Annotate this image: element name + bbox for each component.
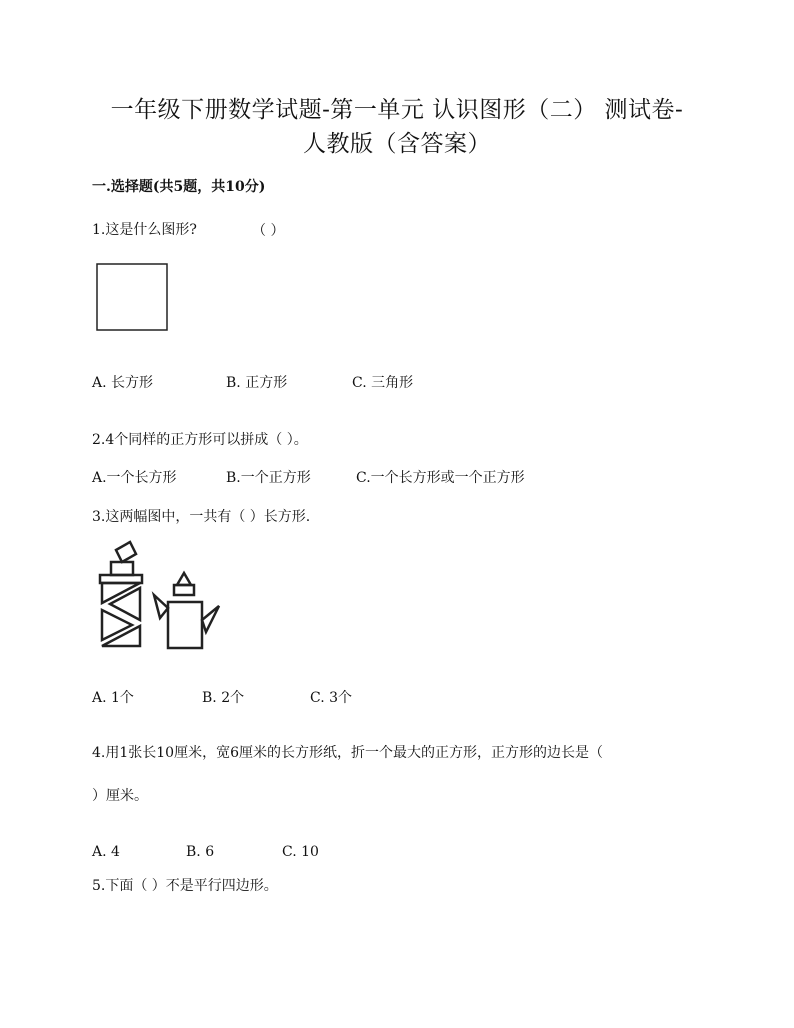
- question-1-blank: （ ）: [252, 223, 285, 239]
- triangle-shape-1: [102, 583, 140, 603]
- small-rectangle-shape: [111, 562, 133, 575]
- question-4-option-b[interactable]: B. 6: [186, 844, 215, 860]
- question-3-option-c[interactable]: C. 3个: [310, 690, 353, 706]
- question-3-text: 3.这两幅图中，一共有（ ）长方形.: [92, 509, 311, 525]
- question-4-text-line1: 4.用1张长10厘米，宽6厘米的长方形纸，折一个最大的正方形，正方形的边长是（: [92, 745, 603, 761]
- shapes-figure: [94, 540, 226, 655]
- question-1-option-b[interactable]: B. 正方形: [226, 375, 288, 391]
- question-2-option-a[interactable]: A.一个长方形: [92, 470, 177, 486]
- kettle-spout-triangle: [202, 606, 219, 632]
- page-title-line1: 一年级下册数学试题-第一单元 认识图形（二） 测试卷-: [110, 97, 684, 123]
- question-2-text: 2.4个同样的正方形可以拼成（ ）。: [92, 432, 308, 448]
- square-figure: [94, 262, 172, 332]
- tilted-square-shape: [116, 542, 136, 562]
- square-shape: [97, 264, 167, 330]
- question-4-option-c[interactable]: C. 10: [282, 844, 319, 860]
- question-3-option-b[interactable]: B. 2个: [202, 690, 245, 706]
- question-3-option-a[interactable]: A. 1个: [92, 690, 134, 706]
- question-4-text-line2: ）厘米。: [92, 788, 148, 804]
- page-title-line2: 人教版（含答案）: [303, 131, 491, 157]
- kettle-body-rectangle: [168, 602, 202, 648]
- question-5-text: 5.下面（ ）不是平行四边形。: [92, 878, 278, 894]
- question-1-text: 1.这是什么图形?: [92, 222, 197, 238]
- kettle-neck-rectangle: [174, 585, 194, 595]
- question-1-option-a[interactable]: A. 长方形: [92, 375, 154, 391]
- section-heading: 一.选择题(共5题，共10分): [92, 179, 266, 195]
- question-4-option-a[interactable]: A. 4: [92, 844, 120, 860]
- kettle-lid-triangle: [177, 573, 191, 585]
- question-1-option-c[interactable]: C. 三角形: [352, 375, 414, 391]
- question-2-option-c[interactable]: C.一个长方形或一个正方形: [356, 470, 525, 486]
- kettle-handle-triangle: [154, 595, 168, 618]
- question-2-option-b[interactable]: B.一个正方形: [226, 470, 311, 486]
